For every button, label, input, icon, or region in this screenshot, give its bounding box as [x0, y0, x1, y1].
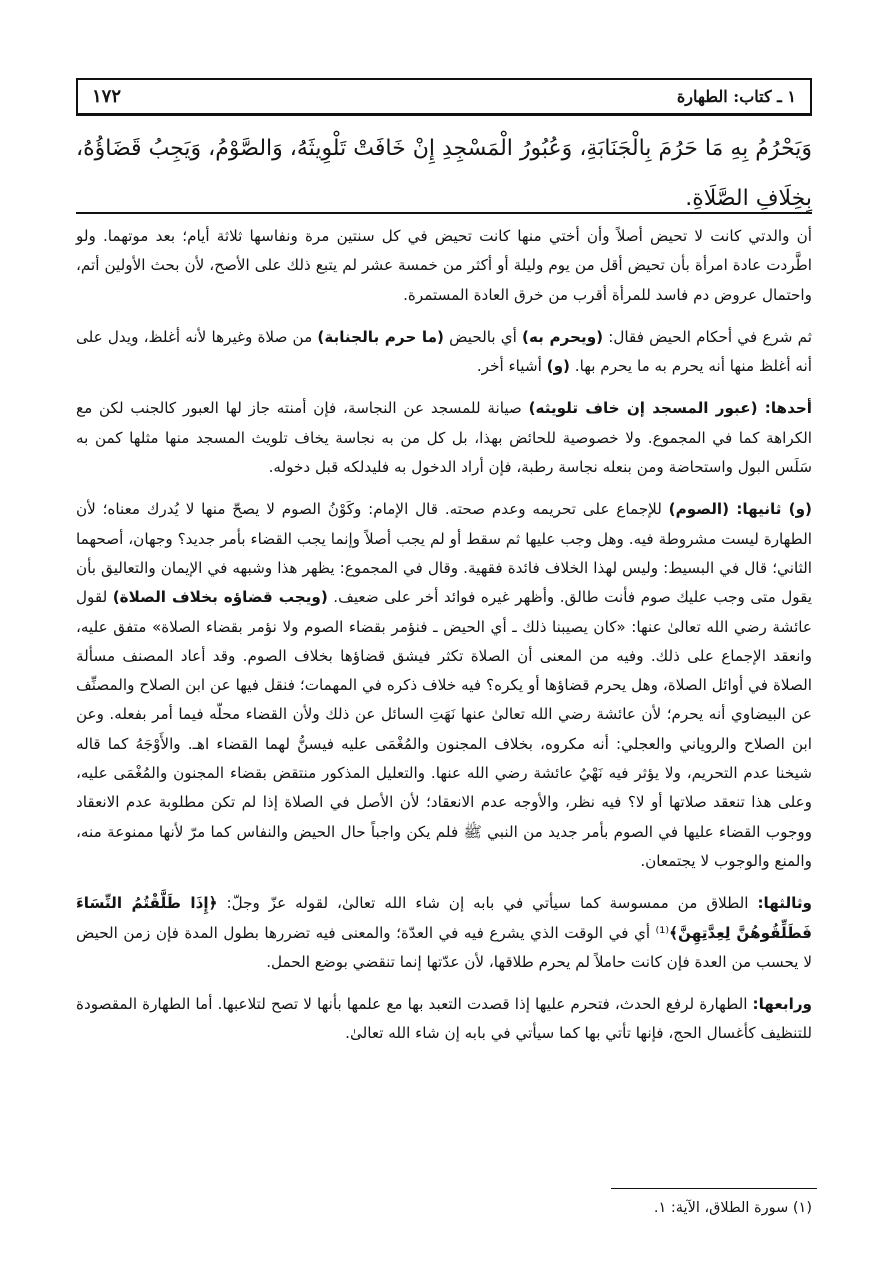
text-run: أي بالحيض — [443, 327, 523, 346]
bold-quote: (ويحرم به) — [522, 327, 604, 346]
footnote-rule — [611, 1188, 817, 1189]
bold-quote: (ما حرم بالجنابة) — [317, 327, 444, 346]
commentary-paragraph-2 — [76, 323, 812, 382]
text-run: الطهارة لرفع الحدث، فتحرم عليها إذا قصدت التعبد بها مع علمها بأنها لا تصح لتلاعبها. أما الطهارة المقصودة للتنظيف كأغسال الحج، فإنها تأتي بها كما سيأتي في بابه إن شاء الله تعالىٰ. — [76, 995, 812, 1043]
text-run: ⁽¹⁾ أي في الوقت الذي يشرع فيه في العدّة؛ والمعنى فيه تضررها بطول المدة فإن زمن الحيض لا يحسب من العدة فإن كانت حاملاً لم يحرم طلاقها، لأن عدّتها إنما تنقضي بوضع الحمل. — [76, 923, 812, 971]
page-number: ١٧٢ — [92, 86, 122, 107]
bold-quote: (و) ثانيها: (الصوم) — [668, 500, 812, 519]
commentary-paragraph-1: أن والدتي كانت لا تحيض أصلاً وأن أختي منها كانت تحيض في كل سنتين مرة ونفاسها ثلاثة أيام؛ بعد موتهما. ولو اطَّردت عادة امرأة بأن تحيض أقل من يوم وليلة أو أكثر من خمسة عشر لم يتبع ذلك على الأصح، لأن بحث الأولين أتم، واحتمال عروض دم فاسد للمرأة أقرب من خرق العادة المستمرة. — [76, 227, 812, 304]
commentary-paragraph-6 — [76, 990, 812, 1049]
text-run: للإجماع على تحريمه وعدم صحته. قال الإمام: وكَوْنُ الصوم لا يصحّ منها لا يُدرك معناه؛ لأن الطهارة ليست مشروطة فيه. وهل وجب عليها ثم سقط أو لم يجب أصلاً وإنما يجب القضاء بأمر جديد؟ وجهان، أصحهما الثاني؛ قال في البسيط: وليس لهذا الخلاف فائدة فقهية. وقال في المجموع: يظهر هذا وشبهه في الإيمان والتعاليق بأن يقول متى وجب عليك صوم فأنت طالق. وأظهر غيره فوائد أخر على ضعيف. — [76, 500, 812, 607]
commentary — [76, 222, 812, 1059]
quran-verse: ﴿إِذَا طَلَّقْتُمُ النِّسَاءَ فَطَلِّقُوهُنَّ لِعِدَّتِهِنَّ﴾ — [76, 894, 812, 942]
commentary-paragraph-5 — [76, 889, 812, 977]
bold-quote: أحدها: (عبور المسجد إن خاف تلويثه) — [528, 399, 812, 418]
text-run: الطلاق من ممسوسة كما سيأتي في بابه إن شاء الله تعالىٰ، لقوله عزّ وجلّ: — [217, 894, 758, 913]
text-run: صيانة للمسجد عن النجاسة، فإن أمنته جاز لها العبور كالجنب لكن مع الكراهة كما في المجموع. ولا خصوصية للحائض بهذا، بل كل من به نجاسة يخاف تلويث المسجد منها مثلها كمن به سَلَس البول واستحاضة ومن بنعله نجاسة رطبة، فإن أراد الدخول به فليدلكه قبل دخوله. — [76, 399, 812, 477]
commentary-paragraph-4 — [76, 495, 812, 876]
commentary-paragraph-3 — [76, 394, 812, 482]
matn-separator — [76, 212, 812, 214]
bold-quote: (ويجب قضاؤه بخلاف الصلاة) — [112, 588, 328, 607]
bold-quote: ورابعها: — [752, 995, 812, 1014]
chapter-title: ١ ـ كتاب: الطهارة — [676, 87, 796, 106]
bold-quote: (و) — [546, 357, 570, 376]
running-header — [76, 78, 812, 116]
text-run: لقول عائشة رضي الله تعالىٰ عنها: «كان يصيبنا ذلك ـ أي الحيض ـ فنؤمر بقضاء الصوم ولا نؤمر بقضاء الصلاة» متفق عليه، وانعقد الإجماع على ذلك. وفيه من المعنى أن الصلاة تكثر فيشق قضاؤها بخلاف الصوم. وقد أعاد المصنف مسألة الصلاة في أوائل الصلاة، وهل يحرم قضاؤها أو يكره؟ فيه خلاف ذكره في المهمات؛ فنقل فيها عن ابن الصلاح والمصنِّف عن البيضاوي أنه يحرم؛ لأن عائشة رضي الله تعالىٰ عنها نَهَتِ السائل عن ذلك ولأن القضاء محلّه فيما أمر بفعله. وعن ابن الصلاح والروياني والعجلي: أنه مكروه، بخلاف المجنون والمُغْمَى عليه فيسنُّ لهما القضاء اهـ. والأَوْجَهُ كما قاله شيخنا عدم التحريم، ولا يؤثر فيه نَهْيُ عائشة رضي الله عنها. والتعليل المذكور منتقض بقضاء المجنون والمُغْمَى عليه، وعلى هذا تنعقد صلاتها أو لا؟ فيه نظر، والأوجه عدم الانعقاد؛ لأن الأصل في الصلاة إذا لم تكن مطلوبة عدم الانعقاد ووجوب القضاء عليها في الصوم بأمر جديد من النبي ﷺ فلم يكن واجباً حال الحيض والنفاس كما مرّ لأنها ممنوعة منه، والمنع والوجوب لا يجتمعان. — [76, 588, 812, 870]
footnote: (١) سورة الطلاق، الآية: ١. — [653, 1200, 812, 1216]
text-run: ثم شرع في أحكام الحيض فقال: — [603, 327, 812, 346]
bold-quote: وثالثها: — [757, 894, 812, 913]
matn-text: وَيَحْرُمُ بِهِ مَا حَرُمَ بِالْجَنَابَةِ، وَعُبُورُ الْمَسْجِدِ إِنْ خَافَتْ تَلْوِيثَهُ، وَالصَّوْمُ، وَيَجِبُ قَضَاؤُهُ، بِخِلَافِ الصَّلَاةِ. — [76, 136, 812, 211]
text-run: من صلاة وغيرها لأنه أغلظ، ويدل على أنه أغلظ منها أنه يحرم به ما يحرم بها. — [76, 327, 812, 376]
text-run: أشياء أخر. — [476, 357, 547, 376]
